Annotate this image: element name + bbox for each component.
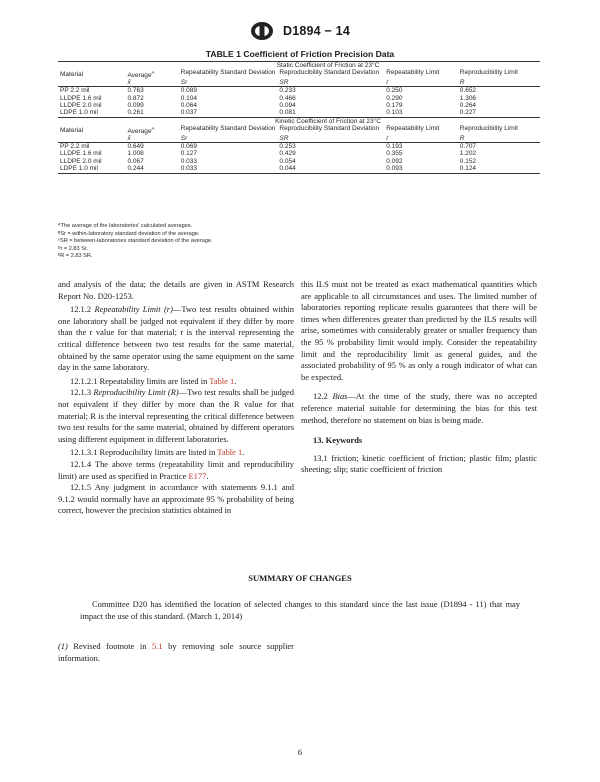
- footnote-marker: A: [151, 126, 155, 132]
- value-cell: 0.093: [384, 165, 458, 173]
- table-row: [58, 102, 540, 109]
- paragraph-12-1-5: 12.1.5 Any judgment in accordance with statements 9.1.1 and 9.1.2 would normally have an approximate 95 % probability of being correct, however the precision statistics obtained in: [58, 482, 294, 516]
- symbol-row: [58, 136, 540, 143]
- value-cell: 0.069: [180, 142, 198, 150]
- column-header: [58, 125, 125, 136]
- column-symbol: x̄: [125, 136, 178, 143]
- footnote: ᴮSr = within-laboratory standard deviation of the average.: [58, 230, 200, 237]
- value-cell: 0.244: [125, 165, 178, 173]
- astm-logo-icon: [250, 21, 274, 41]
- header-label: Average: [127, 128, 152, 136]
- header-label: Reproducibility Standard Deviation: [279, 69, 380, 77]
- summary-text: Committee D20 has identified the location of selected changes to this standard since the last issue (D1894 - 11) that may impact the use of this standard. (March 1, 2014): [80, 599, 520, 621]
- header-label: Reproducibility Standard Deviation: [279, 125, 380, 133]
- paragraph-12-2: [301, 391, 537, 426]
- value-cell: 0.033: [179, 165, 278, 173]
- value-cell: 0.092: [386, 157, 403, 165]
- value-cell: 0.466: [279, 94, 296, 102]
- column-symbol: [58, 136, 125, 143]
- section-title-row: [58, 117, 540, 125]
- table-row: [58, 150, 540, 157]
- paragraph-text: —At the time of the study, there was no accepted reference material suitable for determining the bias for this test method, therefore no statement on bias is being made.: [301, 391, 538, 425]
- right-column: [301, 279, 537, 476]
- value-cell: 0.707: [459, 142, 477, 150]
- value-cell: 0.064: [180, 101, 198, 109]
- value-cell: 0.179: [386, 101, 403, 109]
- header-label: Material: [60, 70, 84, 78]
- header-label: Repeatability Standard Deviation: [180, 69, 276, 77]
- value-cell: 0.054: [279, 157, 296, 165]
- summary-heading: SUMMARY OF CHANGES: [248, 573, 352, 583]
- summary-item: [58, 641, 294, 664]
- term: Bias: [332, 391, 348, 402]
- column-header: [58, 69, 125, 80]
- column-symbol: r: [384, 136, 458, 143]
- material-cell: LLDPE 1.6 mil: [60, 94, 102, 102]
- paragraph-text: —Two test results obtained within one laboratory shall be judged not equivalent if they differ by more than the r value for that material; r is the interval representing the critical difference between two test results for the same material, obtained by the same operator using the same equipment on the same day in the same laboratory.: [58, 304, 294, 373]
- term: Repeatability Limit (r): [94, 304, 173, 315]
- term: Reproducibility Limit (R): [93, 387, 179, 398]
- header-label: Average: [127, 72, 152, 80]
- symbol-row: [58, 80, 540, 87]
- paragraph-12-1-3-1: 12.1.3.1 Reproducibility limits are listed in Table 1.: [70, 447, 245, 458]
- header-label: Material: [60, 126, 84, 134]
- keywords-heading: 13. Keywords: [313, 435, 363, 446]
- footnote-marker: A: [151, 70, 155, 76]
- item-text: by removing sole source supplier information.: [58, 641, 294, 663]
- column-header: [277, 125, 384, 136]
- value-cell: 0.261: [125, 109, 178, 117]
- material-cell: PP 2.2 mil: [60, 142, 90, 150]
- value-cell: 0.264: [459, 101, 477, 109]
- section-number: 12.2: [313, 391, 328, 402]
- value-cell: 0.081: [277, 109, 384, 117]
- footnote: ᴱR = 2.83 SR.: [58, 253, 93, 260]
- left-column: [58, 279, 294, 517]
- value-cell: 0.124: [458, 165, 540, 173]
- section-number: 12.1.3: [70, 387, 92, 398]
- value-cell: 0.290: [386, 94, 403, 102]
- value-cell: 1.008: [127, 150, 144, 158]
- table-row: [58, 165, 540, 173]
- value-cell: 0.152: [459, 157, 477, 165]
- table-row: [58, 95, 540, 102]
- value-cell: 0.250: [386, 87, 403, 95]
- column-header: [458, 69, 540, 80]
- paragraph: this ILS must not be treated as exact mathematical quantities which are applicable to all circumstances and uses. The limited number of laboratories reporting replicate results guarantees that there will be times when differences greater than predicted by the ILS results will arise, sometimes with considerably greater or smaller frequency than the 95 % probability limit would imply. Consider the repeatability limit and the reproducibility limit as general guides, and the associated probability of 95 % as only a rough indicator of what can be expected.: [301, 279, 537, 382]
- column-symbol: SR: [277, 136, 384, 143]
- footnote: ᶜSR = between-laboratories standard deviation of the average.: [58, 238, 213, 245]
- value-cell: 0.355: [386, 150, 403, 158]
- header-label: Repeatability Limit: [386, 125, 440, 133]
- material-cell: LLDPE 1.6 mil: [60, 150, 102, 158]
- table-row: [58, 158, 540, 165]
- section-5-1-link[interactable]: 5.1: [152, 641, 163, 651]
- value-cell: 0.233: [279, 87, 296, 95]
- column-header: [179, 125, 278, 136]
- paragraph-12-1-2: [58, 304, 294, 374]
- section-title-row: [58, 62, 540, 70]
- paragraph-text: 12.1.3.1 Reproducibility limits are listed in: [70, 447, 218, 458]
- table-row: [58, 87, 540, 95]
- section-title: Kinetic Coefficient of Friction at 23°C: [58, 117, 540, 125]
- keywords-text: 13.1 friction; kinetic coefficient of friction; plastic film; plastic sheeting; slip; static coefficient of friction: [301, 452, 537, 475]
- item-text: Revised footnote in: [67, 641, 152, 651]
- value-cell: 0.033: [180, 157, 198, 165]
- page-header: [0, 21, 600, 41]
- column-header: [384, 125, 458, 136]
- value-cell: 0.094: [279, 101, 296, 109]
- value-cell: 0.763: [127, 87, 144, 95]
- paragraph: and analysis of the data; the details are given in ASTM Research Report No. D20-1253.: [58, 279, 294, 301]
- table-row: [58, 142, 540, 150]
- column-symbol: Sr: [179, 136, 278, 143]
- material-cell: LDPE 1.0 mil: [58, 109, 125, 117]
- section-title: Static Coefficient of Friction at 23°C: [58, 62, 540, 70]
- column-header: [125, 69, 178, 80]
- column-symbol: [58, 80, 125, 87]
- item-number: (1): [58, 641, 68, 651]
- header-label: Repeatability Limit: [386, 69, 440, 77]
- column-header: [277, 69, 384, 80]
- value-cell: 0.652: [459, 87, 477, 95]
- value-cell: 0.103: [384, 109, 458, 117]
- material-cell: LDPE 1.0 mil: [58, 165, 125, 173]
- column-header: [458, 125, 540, 136]
- column-symbol: x̄: [125, 80, 178, 87]
- value-cell: 0.649: [127, 142, 144, 150]
- value-cell: 1.202: [459, 150, 477, 158]
- column-symbol: SR: [277, 80, 384, 87]
- value-cell: 0.067: [127, 157, 144, 165]
- paragraph-text: —Two test results shall be judged not equivalent if they differ by more than the R value for that material; R is the interval representing the critical difference between two test results for the same material, obtained by different operators using different equipment in different laboratories.: [58, 387, 295, 444]
- footnote: ᴰr = 2.83 Sr.: [58, 245, 89, 252]
- footnote: ᴬThe average of the laboratories' calculated averages.: [58, 223, 193, 229]
- section-number: 12.1.2: [70, 304, 92, 315]
- value-cell: 1.306: [459, 94, 477, 102]
- standard-designation: D1894 − 14: [283, 24, 350, 38]
- value-cell: 0.089: [180, 87, 198, 95]
- material-cell: PP 2.2 mil: [60, 87, 90, 95]
- value-cell: 0.227: [458, 109, 540, 117]
- column-symbol: r: [384, 80, 458, 87]
- column-symbol: R: [458, 80, 540, 87]
- value-cell: 0.429: [279, 150, 296, 158]
- value-cell: 0.253: [279, 142, 296, 150]
- table-title: TABLE 1 Coefficient of Friction Precision Data: [205, 49, 395, 59]
- value-cell: 0.037: [179, 109, 278, 117]
- column-header: [125, 125, 178, 136]
- paragraph-text: 12.1.2.1 Repeatability limits are listed in: [70, 375, 210, 386]
- table-footnotes: [58, 223, 538, 261]
- column-symbol: Sr: [179, 80, 278, 87]
- page-number: 6: [297, 747, 303, 757]
- paragraph-12-1-2-1: 12.1.2.1 Repeatability limits are listed in Table 1.: [70, 375, 237, 386]
- value-cell: 0.872: [127, 94, 144, 102]
- paragraph-12-1-4: 12.1.4 The above terms (repeatability limit and reproducibility limit) are used as specified in Practice E177.: [58, 458, 294, 481]
- value-cell: 0.127: [180, 150, 198, 158]
- header-label: Reproducibility Limit: [459, 125, 518, 133]
- material-cell: LLDPE 2.0 mil: [60, 157, 102, 165]
- e177-link[interactable]: E177: [188, 470, 207, 481]
- column-header: [179, 69, 278, 80]
- column-header: [384, 69, 458, 80]
- value-cell: 0.099: [127, 101, 144, 109]
- value-cell: 0.104: [180, 94, 198, 102]
- paragraph-12-1-3: [58, 387, 294, 445]
- value-cell: 0.044: [277, 165, 384, 173]
- paragraph-text: 12.1.4 The above terms (repeatability limit and reproducibility limit) are used as specified in Practice: [58, 458, 294, 481]
- precision-table: [58, 61, 540, 174]
- header-label: Reproducibility Limit: [459, 69, 518, 77]
- material-cell: LLDPE 2.0 mil: [60, 101, 102, 109]
- table-1-link[interactable]: Table 1: [217, 447, 243, 458]
- value-cell: 0.193: [386, 142, 403, 150]
- table-1-link[interactable]: Table 1: [209, 375, 235, 386]
- column-symbol: R: [458, 136, 540, 143]
- header-label: Repeatability Standard Deviation: [180, 125, 276, 133]
- table-row: [58, 109, 540, 117]
